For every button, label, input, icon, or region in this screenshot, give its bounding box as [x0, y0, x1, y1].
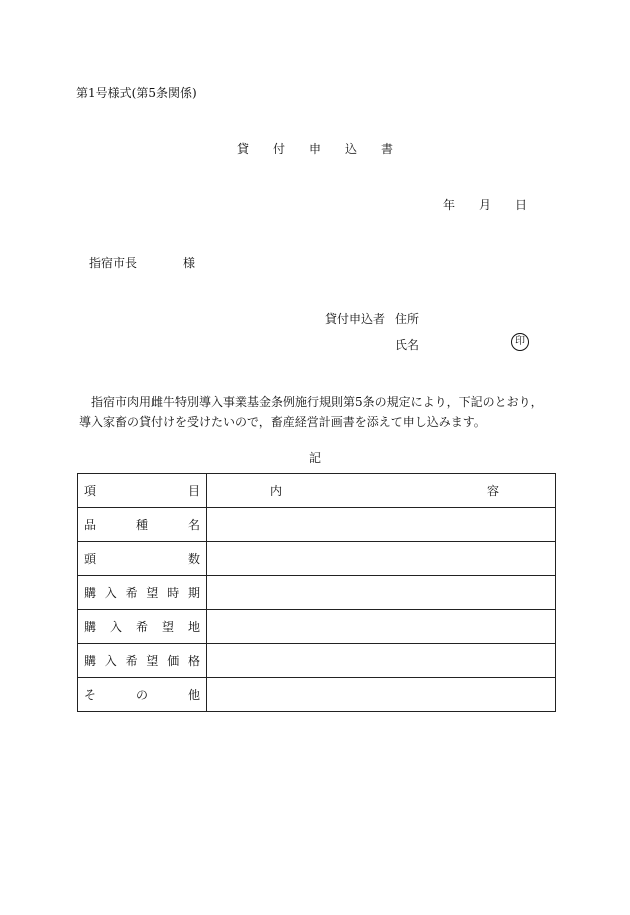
row-label-cell: [78, 576, 207, 610]
label-char: 入: [109, 620, 122, 634]
title-char: 申: [308, 142, 321, 156]
label-char: そ: [84, 688, 97, 702]
label-char: 入: [104, 586, 117, 600]
row-label-cell: [78, 610, 207, 644]
label-char: 希: [135, 620, 148, 634]
label-char: 入: [104, 654, 117, 668]
table-header-row: [78, 474, 556, 508]
items-table: [77, 473, 556, 712]
title-char: 付: [272, 142, 285, 156]
table-row: [78, 508, 556, 542]
row-value-cell[interactable]: [207, 576, 556, 610]
date-line: [443, 198, 551, 212]
label-char: 名: [187, 518, 200, 532]
date-day-unit: 日: [515, 198, 528, 212]
label-char: 期: [187, 586, 200, 600]
seal-icon: 印: [511, 333, 529, 351]
row-label-cell: [78, 508, 207, 542]
label-char: 頭: [84, 552, 97, 566]
item-header-cell: [78, 474, 207, 508]
table-row: [78, 576, 556, 610]
name-label: 氏名: [395, 338, 420, 352]
label-char: 希: [125, 654, 138, 668]
header-char: 項: [84, 484, 97, 498]
addressee-honorific: 様: [183, 256, 196, 270]
table-row: [78, 542, 556, 576]
label-char: 望: [146, 586, 159, 600]
header-char: 内: [270, 484, 283, 498]
label-char: 購: [84, 620, 97, 634]
title-char: 込: [345, 142, 358, 156]
label-char: 格: [187, 654, 200, 668]
ki-label: 記: [308, 451, 321, 465]
date-year-unit: 年: [443, 198, 456, 212]
document-title: [0, 142, 630, 156]
header-char: 容: [486, 484, 499, 498]
row-label-cell: [78, 678, 207, 712]
label-char: 望: [161, 620, 174, 634]
applicant-label: 貸付申込者: [325, 312, 386, 326]
label-char: 地: [187, 620, 200, 634]
row-value-cell[interactable]: [207, 542, 556, 576]
label-char: 種: [135, 518, 148, 532]
label-char: 望: [146, 654, 159, 668]
title-char: 書: [381, 142, 394, 156]
body-paragraph: 指宿市肉用雌牛特別導入事業基金条例施行規則第5条の規定により，下記のとおり，導入家畜の貸付けを受けたいので，畜産経営計画書を添えて申し込みます。: [79, 395, 543, 429]
label-char: 価: [167, 654, 180, 668]
label-char: 品: [84, 518, 97, 532]
addressee-name: 指宿市長: [89, 256, 138, 270]
table-row: [78, 610, 556, 644]
header-char: 目: [187, 484, 200, 498]
table-row: [78, 644, 556, 678]
title-char: 貸: [236, 142, 249, 156]
label-char: の: [135, 688, 148, 702]
label-char: 希: [125, 586, 138, 600]
row-value-cell[interactable]: [207, 508, 556, 542]
label-char: 数: [187, 552, 200, 566]
label-char: 他: [187, 688, 200, 702]
row-label-cell: [78, 542, 207, 576]
label-char: 購: [84, 586, 97, 600]
table-row: [78, 678, 556, 712]
row-value-cell[interactable]: [207, 610, 556, 644]
address-label: 住所: [395, 312, 420, 326]
form-number: 第1号様式(第5条関係): [76, 86, 197, 100]
row-value-cell[interactable]: [207, 678, 556, 712]
content-header-cell: [207, 474, 556, 508]
label-char: 時: [167, 586, 180, 600]
label-char: 購: [84, 654, 97, 668]
row-label-cell: [78, 644, 207, 678]
row-value-cell[interactable]: [207, 644, 556, 678]
date-month-unit: 月: [479, 198, 492, 212]
